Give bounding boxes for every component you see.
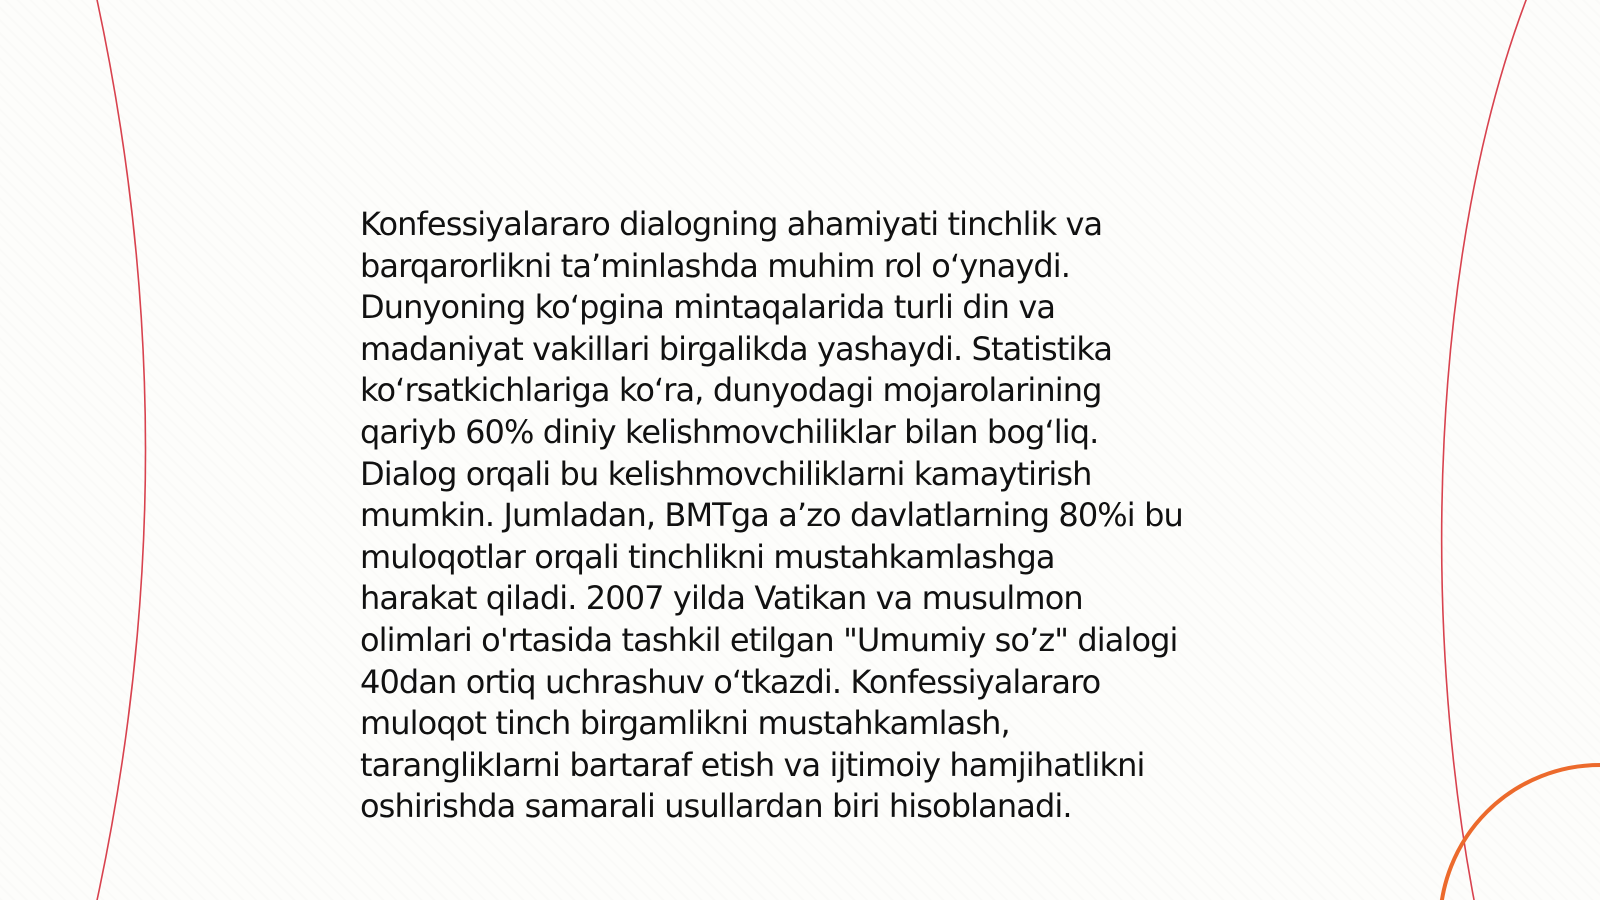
orange-circle-decoration [1440,765,1600,900]
left-curve-decoration [96,0,146,900]
body-paragraph: Konfessiyalararo dialogning ahamiyati tinchlik va barqarorlikni ta’minlashda muhim rol o‘ynaydi. Dunyoning ko‘pgina mintaqalarida turli din va madaniyat vakillari birgalikda yashaydi. Statistika ko‘rsatkichlariga ko‘ra, dunyodagi mojarolarining qariyb 60% diniy kelishmovchiliklar bilan bog‘liq. Dialog orqali bu kelishmovchiliklarni kamaytirish mumkin. Jumladan, BMTga a’zo davlatlarning 80%i bu muloqotlar orqali tinchlikni mustahkamlashga harakat qiladi. 2007 yilda Vatikan va musulmon olimlari o'rtasida tashkil etilgan "Umumiy so’z" dialogi 40dan ortiq uchrashuv o‘tkazdi. Konfessiyalararo muloqot tinch birgamlikni mustahkamlash, taranglikIarni bartaraf etish va ijtimoiy hamjihatlikni oshirishda samarali usullardan biri hisoblanadi. [360,205,1183,826]
right-curve-decoration [1442,0,1528,900]
